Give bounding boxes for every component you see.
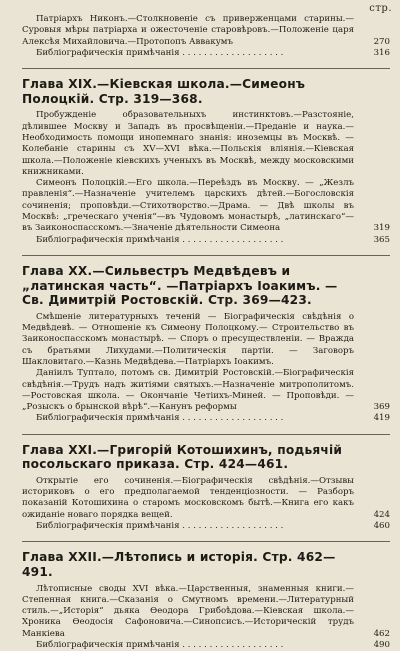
biblio-page-number: 460 xyxy=(373,521,390,532)
page-column-label: стр. xyxy=(369,3,392,14)
chapter-paragraph: Симеонъ Полоцкій.—Его школа.—Переѣздъ въ Москву. — „Жезлъ правленія“.—Назначеніе учителемъ царскихъ дѣтей.—Богословскія сочиненія; проповѣди.—Стихотворство.—Драма. — Двѣ школы въ Москвѣ: „греческаго ученія“—въ Чудовомъ монастырѣ, „латинскаго“—въ Заиконоспасскомъ.—Значеніе дѣятельности Симеона xyxy=(22,178,354,234)
chapter-22 xyxy=(22,550,390,651)
toc-content xyxy=(22,14,390,651)
entry-page-number: 424 xyxy=(373,509,390,520)
biblio-line xyxy=(22,48,390,59)
divider xyxy=(22,541,390,542)
biblio-line xyxy=(22,413,390,424)
biblio-page-number: 490 xyxy=(373,640,390,651)
chapter-19 xyxy=(22,77,390,246)
biblio-line xyxy=(22,640,390,651)
biblio-label: Библіографическія примѣчанія . . . . . . . . . . . . . . . . . . . xyxy=(36,521,284,532)
chapter-paragraph-row xyxy=(22,476,390,521)
chapter-paragraph: Пробужденіе образовательныхъ инстинктовъ.—Разстояніе, дѣлившее Москву и Западъ въ просвѣщеніи.—Преданіе и наука.—Необходимость помощи инопемнаго знанія: иноземцы въ Москвѣ. — Колебаніе старины съ XV—XVI вѣка.—Польскія вліянія.—Кіевская школа.—Положеніе кіевскихъ ученыхъ въ Москвѣ, между московскими книжниками. xyxy=(22,110,354,177)
biblio-page-number: 316 xyxy=(373,47,390,58)
entry-page-number: 462 xyxy=(373,628,390,639)
biblio-line xyxy=(22,521,390,532)
chapter-paragraph: Лѣтописные своды XVI вѣка.—Царственныя, знаменныя книги.—Степенная книга.—Сказанія о Смутномъ времени.—Литературный стиль.—„Исторія“ дьяка Ѳеодора Грибоѣдова.—Кіевская школа.—Хроника Ѳеодосія Сафоновича.—Синопсисъ.—Историческій трудъ Манкіева xyxy=(22,583,354,639)
toc-entry-continuation xyxy=(22,14,390,48)
chapter-paragraph-row xyxy=(22,368,390,413)
chapter-heading: Глава XX.—Сильвестръ Медвѣдевъ и „латинская часть“. —Патріархъ Іоакимъ. — Св. Димитрій Ростовскій. Стр. 369—423. xyxy=(22,263,338,308)
chapter-paragraph-row xyxy=(22,584,390,640)
entry-text: Патріархъ Никонъ.—Столкновеніе съ приверженцами старины.—Суровыя мѣры патріарха и ожесточеніе старовѣровъ.—Положеніе царя Алексѣя Михайловича.—Протопопъ Аввакумъ xyxy=(22,14,354,47)
divider xyxy=(22,68,390,69)
biblio-label: Библіографическія примѣчанія . . . . . . . . . . . . . . . . . . . xyxy=(36,413,284,424)
chapter-heading: Глава XIX.—Кіевская школа.—Симеонъ Полоцкій. Стр. 319—368. xyxy=(22,77,306,106)
biblio-label: Библіографическія примѣчанія . . . . . . . . . . . . . . . . . . . xyxy=(36,47,284,58)
divider xyxy=(22,255,390,256)
entry-page-number: 369 xyxy=(373,402,390,413)
biblio-page-number: 365 xyxy=(373,234,390,245)
chapter-heading: Глава XXI.—Григорій Котошихинъ, подьячій посольскаго приказа. Стр. 424—461. xyxy=(22,442,343,472)
chapter-21 xyxy=(22,443,390,533)
biblio-label: Библіографическія примѣчанія . . . . . . . . . . . . . . . . . . . xyxy=(36,234,284,245)
biblio-page-number: 419 xyxy=(373,413,390,424)
entry-page-number: 270 xyxy=(373,36,390,47)
chapter-paragraph: Смѣшеніе литературныхъ теченій — Біографическія свѣдѣнія о Медвѣдевѣ. — Отношеніе къ Симеону Полоцкому.— Строительство въ Заиконоспасскомъ монастырѣ. — Споръ о пресуществленіи. — Вражда съ братьями Лихудами.—Политическія партіи. — Заговоръ Шакловитаго.—Казнь Медвѣдева.—Патріархъ Іоакимъ. xyxy=(22,311,354,367)
chapter-paragraph-row xyxy=(22,178,390,234)
biblio-label: Библіографическія примѣчанія . . . . . . . . . . . . . . . . . . . xyxy=(36,640,284,651)
chapter-paragraph: Даніилъ Туптало, потомъ св. Димитрій Ростовскій.—Біографическія свѣдѣнія.—Трудъ надъ житіями святыхъ.—Назначеніе митрополитомъ.—Ростовская школа. — Окончаніе Четіихъ-Миней. — Проповѣди. —„Розыскъ о брынской вѣрѣ“.—Канунъ реформы xyxy=(22,368,354,413)
chapter-paragraph: Открытіе его сочиненія.—Біографическія свѣдѣнія.—Отзывы историковъ о его предполагаемой тенденціозности. — Разборъ показаній Котошихина о старомъ московскомъ бытѣ.—Книга его какъ ожиданіе новаго порядка вещей. xyxy=(22,475,354,520)
divider xyxy=(22,434,390,435)
entry-page-number: 319 xyxy=(373,223,390,234)
chapter-heading: Глава XXII.—Лѣтопись и исторія. Стр. 462—491. xyxy=(22,550,336,579)
biblio-line xyxy=(22,235,390,246)
chapter-20 xyxy=(22,264,390,425)
